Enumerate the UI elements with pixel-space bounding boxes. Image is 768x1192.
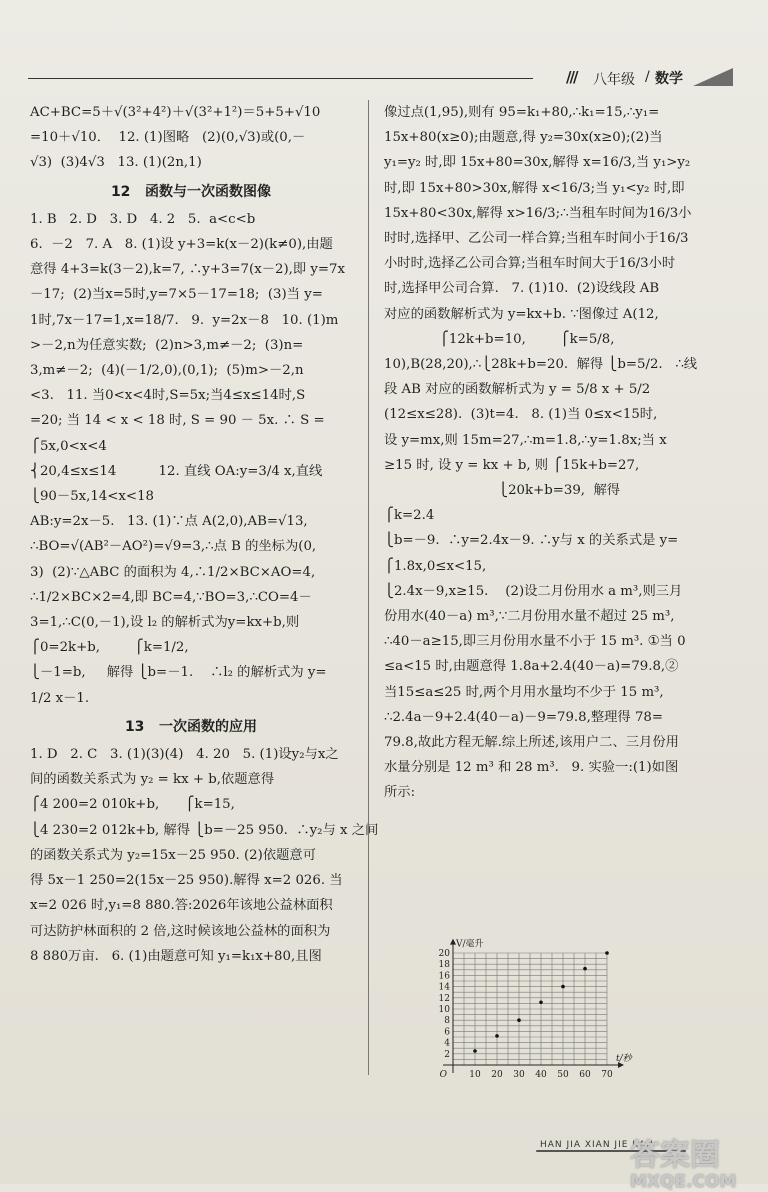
text-line: 小时时,选择乙公司合算;当租车时间大于16/3小时 (384, 256, 676, 272)
text-line: y₁=y₂ 时,即 15x+80=30x,解得 x=16/3,当 y₁>y₂ (384, 155, 691, 171)
text-line: 时,即 15x+80>30x,解得 x<16/3;当 y₁<y₂ 时,即 (384, 180, 685, 196)
text-line: =20; 当 14 < x < 18 时, S = 90 － 5x. ∴ S = (30, 413, 325, 429)
text-line: >－2,n为任意实数; (2)n>3,m≠－2; (3)n= (30, 337, 304, 353)
section-heading: 13 一次函数的应用 (124, 718, 258, 735)
x-tick-label: 70 (601, 1070, 613, 1080)
y-tick-label: 10 (438, 1005, 450, 1015)
text-line: 时,选择甲公司合算. 7. (1)10. (2)设线段 AB (384, 281, 660, 297)
text-line: 像过点(1,95),则有 95=k₁+80,∴k₁=15,∴y₁= (384, 105, 660, 120)
text-line: ⎧k=2.4 (384, 508, 435, 524)
text-line: 15x+80<30x,解得 x>16/3;∴当租车时间为16/3小 (384, 205, 692, 221)
x-tick-label: 10 (469, 1070, 481, 1080)
x-tick-label: 40 (535, 1070, 547, 1080)
data-point (473, 1049, 477, 1053)
data-point (561, 985, 565, 989)
text-line: 意得 4+3=k(3－2),k=7, ∴y+3=7(x－2),即 y=7x (30, 262, 346, 278)
right-column (384, 100, 710, 806)
text-line: √3) (3)4√3 13. (1)(2n,1) (30, 155, 202, 171)
text-line: 所示: (384, 785, 416, 801)
text-line: 段 AB 对应的函数解析式为 y = 5/8 x + 5/2 (384, 382, 651, 398)
text-line: =10＋√10． 12. (1)图略 (2)(0,√3)或(0,－ (30, 130, 306, 146)
text-line: 3,m≠－2; (4)(－1/2,0),(0,1); (5)m>－2,n (30, 363, 304, 379)
text-line: ≥15 时, 设 y = kx + b, 则 ⎧15k+b=27, (384, 457, 640, 473)
text-line: 3=1,∴C(0,－1),设 l₂ 的解析式为y=kx+b,则 (30, 615, 300, 631)
text-line: 当15≤a≤25 时,两个月用水量均不少于 15 m³, (384, 684, 664, 700)
y-tick-label: 20 (438, 949, 450, 959)
text-line: ⎩b=－9. ∴y=2.4x－9. ∴y与 x 的关系式是 y= (384, 533, 679, 549)
text-line: ≤a<15 时,由题意得 1.8a+2.4(40－a)=79.8,② (384, 659, 679, 675)
x-tick-label: 60 (579, 1070, 591, 1080)
data-point (539, 1000, 543, 1004)
text-line: ⎧5x,0<x<4 (30, 438, 107, 454)
text-line: ⎨20,4≤x≤14 12. 直线 OA:y=3/4 x,直线 (30, 463, 323, 479)
y-tick-label: 6 (444, 1027, 450, 1038)
text-line: ⎩20k+b=39, 解得 (384, 483, 621, 499)
text-line: ∴BO=√(AB²－AO²)=√9=3,∴点 B 的坐标为(0, (30, 539, 317, 555)
y-tick-label: 14 (438, 982, 450, 993)
left-column (30, 100, 379, 969)
text-line: 79.8,故此方程无解.综上所述,该用户二、三月份用 (384, 735, 679, 751)
text-line: 设 y=mx,则 15m=27,∴m=1.8,∴y=1.8x;当 x (384, 432, 667, 448)
text-line: ∴1/2×BC×2=4,即 BC=4,∵BO=3,∴CO=4－ (30, 589, 312, 605)
text-line: 1/2 x－1. (30, 690, 90, 706)
column-divider (368, 100, 369, 1075)
text-line: 得 5x－1 250=2(15x－25 950).解得 x=2 026. 当 (30, 873, 343, 889)
y-axis-label: V/毫升 (456, 939, 484, 950)
text-line: 3) (2)∵△ABC 的面积为 4,∴1/2×BC×AO=4, (30, 564, 316, 580)
data-point (605, 951, 609, 955)
watermark-url: MXQE.COM (630, 1172, 737, 1192)
text-line: ⎩4 230=2 012k+b, 解得 ⎩b=－25 950. ∴y₂与 x 之间 (30, 822, 379, 838)
text-line: 8 880万亩. 6. (1)由题意可知 y₁=k₁x+80,且图 (30, 948, 322, 964)
header-corner-decoration (693, 68, 733, 86)
text-line: －17; (2)当x=5时,y=7×5－17=18; (3)当 y= (30, 287, 323, 303)
text-line: ⎩2.4x－9,x≥15. (2)设二月份用水 a m³,则三月 (384, 583, 683, 599)
y-tick-label: 4 (444, 1038, 450, 1049)
text-line: ∴40－a≥15,即三月份用水量不小于 15 m³. ①当 0 (384, 634, 686, 650)
x-axis-label: t/秒 (616, 1054, 632, 1064)
text-line: 6. －2 7. A 8. (1)设 y+3=k(x－2)(k≠0),由题 (30, 237, 333, 253)
x-tick-label: 20 (491, 1070, 503, 1080)
x-tick-label: 30 (513, 1070, 525, 1080)
text-line: 份用水(40－a) m³,∵二月份用水量不超过 25 m³, (384, 609, 675, 625)
text-line: 时时,选择甲、乙公司一样合算;当租车时间小于16/3 (384, 231, 689, 247)
text-line: ⎧0=2k+b, ⎧k=1/2, (30, 640, 189, 656)
volume-time-chart (425, 925, 665, 1085)
y-tick-label: 2 (444, 1049, 450, 1060)
y-tick-label: 18 (438, 960, 450, 971)
text-line: ⎧12k+b=10, ⎧k=5/8, (384, 331, 615, 347)
text-line: 的函数关系式为 y₂=15x－25 950. (2)依题意可 (30, 847, 317, 863)
text-line: 可达防护林面积的 2 倍,这时候该地公益林的面积为 (30, 923, 331, 939)
text-line: ⎩90－5x,14<x<18 (30, 489, 154, 505)
text-line: 10),B(28,20),∴⎩28k+b=20. 解得 ⎩b=5/2. ∴线 (384, 357, 698, 373)
text-line: 水量分别是 12 m³ 和 28 m³. 9. 实验一:(1)如图 (384, 760, 679, 776)
header-rule (28, 78, 533, 79)
text-line: 间的函数关系式为 y₂ = kx + b,依题意得 (30, 772, 275, 788)
text-line: ⎧1.8x,0≤x<15, (384, 558, 487, 574)
text-line: 对应的函数解析式为 y=kx+b. ∵图像过 A(12, (384, 306, 659, 322)
text-line: AB:y=2x－5. 13. (1)∵点 A(2,0),AB=√13, (30, 514, 308, 530)
data-point (495, 1034, 499, 1038)
text-line: ⎧4 200=2 010k+b, ⎧k=15, (30, 797, 235, 813)
header-separator: / (645, 69, 650, 85)
text-line: ∴2.4a－9+2.4(40－a)－9=79.8,整理得 78= (384, 709, 664, 725)
footer-brand: HAN JIA XIAN JIE KAN (540, 1140, 654, 1150)
page-header (28, 70, 714, 92)
x-tick-label: 50 (557, 1070, 569, 1080)
text-line: x=2 026 时,y₁=8 880.答:2026年该地公益林面积 (30, 898, 333, 914)
text-line: ⎩－1=b, 解得 ⎩b=－1. ∴l₂ 的解析式为 y= (30, 665, 327, 681)
origin-label: O (439, 1070, 447, 1080)
text-line: 1. D 2. C 3. (1)(3)(4) 4. 20 5. (1)设y₂与x之 (30, 747, 339, 763)
watermark-text: 答案圈 (630, 1138, 720, 1173)
y-tick-label: 12 (438, 993, 450, 1004)
y-tick-label: 8 (444, 1016, 450, 1027)
text-line: 15x+80(x≥0);由题意,得 y₂=30x(x≥0);(2)当 (384, 130, 663, 146)
section-heading: 12 函数与一次函数图像 (110, 183, 272, 200)
text-line: (12≤x≤28). (3)t=4. 8. (1)当 0≤x<15时, (384, 407, 658, 423)
y-tick-label: 16 (438, 971, 450, 982)
data-point (583, 967, 587, 971)
text-line: 1时,7x－17=1,x=18/7. 9. y=2x－8 10. (1)m (30, 312, 339, 328)
text-line: 1. B 2. D 3. D 4. 2 5. a<c<b (30, 211, 256, 227)
text-line: <3. 11. 当0<x<4时,S=5x;当4≤x≤14时,S (30, 388, 306, 404)
header-marks: /// (566, 68, 577, 86)
data-point (517, 1018, 521, 1022)
text-line: AC+BC=5＋√(3²+4²)＋√(3²+1²)＝5+5+√10 (30, 105, 321, 120)
watermark (630, 1130, 736, 1192)
grade-label: 八年级 (593, 72, 635, 88)
subject-label: 数学 (655, 71, 683, 87)
